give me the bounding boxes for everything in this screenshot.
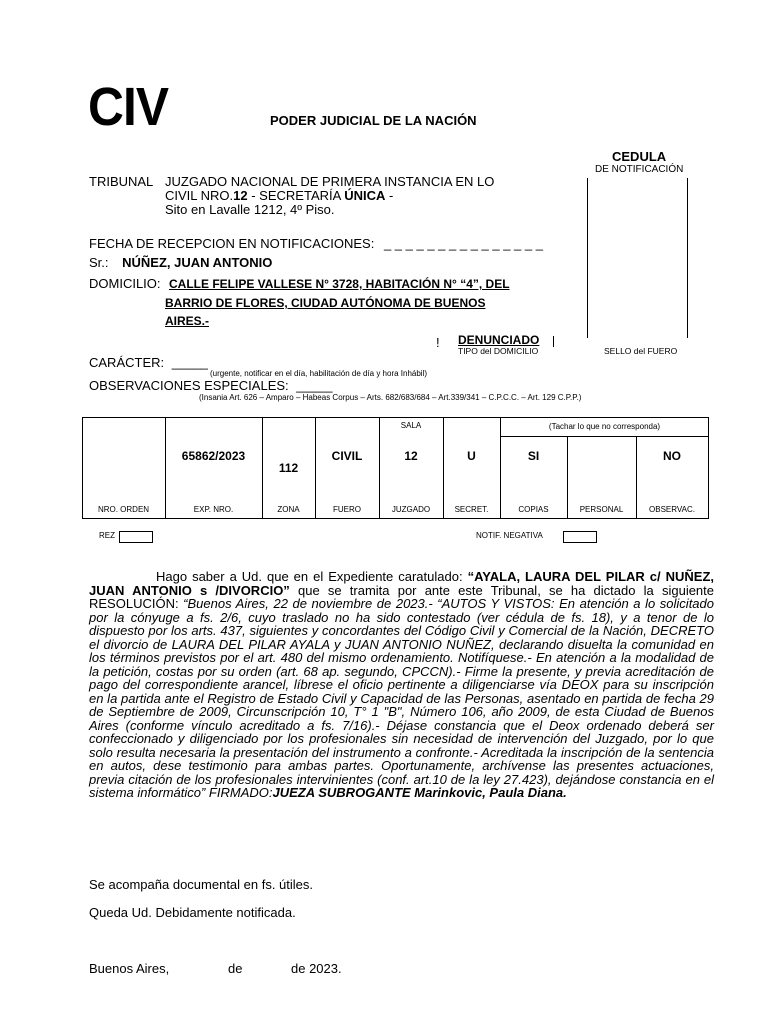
grid-header-nro-orden: NRO. ORDEN [97, 505, 150, 514]
grid-col-5 [443, 417, 444, 519]
fecha-recepcion-label: FECHA DE RECEPCION EN NOTIFICACIONES: [89, 236, 375, 251]
body-de2: de 2023. [291, 961, 342, 976]
institution-title: PODER JUDICIAL DE LA NACIÓN [270, 113, 477, 128]
caracter-note: (urgente, notificar en el día, habilitación de día y hora Inhábil) [210, 369, 428, 378]
grid-secret: U [467, 449, 476, 463]
tribunal-block [165, 175, 494, 217]
tipo-domicilio-mark: ! [436, 335, 440, 350]
grid-fuero: CIVIL [331, 449, 363, 463]
grid-exp-nro: 65862/2023 [181, 449, 246, 463]
destinatario-label: Sr.: [89, 255, 109, 270]
grid-header-secret: SECRET. [454, 505, 489, 514]
grid-tachar-line [500, 436, 709, 437]
grid-col-0 [82, 417, 83, 519]
grid-header-juzgado: JUZGADO [391, 505, 431, 514]
tribunal-civil-label: CIVIL NRO. [165, 188, 234, 203]
grid-col-9 [708, 417, 709, 519]
fecha-recepcion [89, 237, 543, 251]
destinatario [89, 256, 272, 270]
caracter [89, 356, 208, 370]
grid-tachar-label: (Tachar lo que no corresponda) [548, 422, 661, 431]
grid-header-observac: OBSERVAC. [649, 505, 695, 514]
secretaria-label: - SECRETARÍA [247, 188, 345, 203]
tipo-domicilio-label: TIPO del DOMICILIO [458, 346, 539, 356]
notif-negativa-label: NOTIF. NEGATIVA [476, 531, 543, 540]
sello-frame-left [587, 178, 588, 338]
destinatario-name: NÚÑEZ, JUAN ANTONIO [122, 255, 273, 270]
grid-bottom-line [82, 518, 709, 519]
caracter-blank: _____ [171, 355, 208, 370]
body-caratula: “AYALA, LAURA DEL PILAR c/ NUÑEZ, JUAN ANTONIO s /DIVORCIO” [89, 569, 714, 598]
rez-box[interactable] [119, 531, 153, 543]
grid-col-3 [315, 417, 316, 519]
rez-label: REZ [99, 531, 115, 540]
body-resolucion: “Buenos Aires, 22 de noviembre de 2023.- “AUTOS Y VISTOS: En atención a lo solicitado por la cónyuge a fs. 2/6, cuyo traslado no ha sido contestado (ver cédula de fs. 18), y a tenor de lo dispuesto por los arts. 437, siguientes y concordantes del Código Civil y Comercial de la Nación, DECRETO el divorcio de LAURA DEL PILAR AYALA y JUAN ANTONIO NUÑEZ, declarando disuelta la comunidad en los términos previstos por el art. 480 del mismo ordenamiento. Notifíquese.- En atención a la modalidad de la petición, costas por su orden (art. 68 ap. segundo, CPCCN).- Firme la presente, y previa acreditación de pago del correspondiente arancel, líbrese el oficio pertinente a diligenciarse vía DEOX para su inscripción en la partida ante el Registro de Estado Civil y Capacidad de las Personas, asentado en partida de fecha 29 de Septiembre de 2009, Circunscripción 10, T° 1 "B", Número 106, año 2009, de esta Ciudad de Buenos Aires (conforme vínculo acreditado a fs. 7/16).- Déjase constancia que el Deox ordenado deberá ser confeccionado y diligenciado por los profesionales sin necesidad de intervención del Juzgado, por lo que solo resulta necesaria la presentación del instrumento a confronte.- Acreditada la inscripción de la sentencia en autos, dese testimonio para ambas partes. Oportunamente, archívense las presentes actuaciones, previa citación de los profesionales intervinientes (conf. art.10 de la ley 27.423), dejándose constancia en el sistema informático” FIRMADO: [89, 596, 714, 800]
grid-sala-label: SALA [400, 421, 422, 430]
notif-negativa-box[interactable] [563, 531, 597, 543]
tribunal-dash: - [385, 188, 394, 203]
grid-header-zona: ZONA [277, 505, 300, 514]
caracter-label: CARÁCTER: [89, 355, 165, 370]
observaciones [89, 379, 332, 393]
juzgado-number: 12 [233, 188, 248, 203]
observaciones-label: OBSERVACIONES ESPECIALES: [89, 378, 289, 393]
cedula-subtitle: DE NOTIFICACIÓN [595, 164, 684, 175]
domicilio-line2: BARRIO DE FLORES, CIUDAD AUTÓNOMA DE BUENOS [165, 296, 486, 310]
civ-logo: CIV [88, 77, 169, 137]
tribunal-line2 [165, 189, 494, 203]
observaciones-blank: _____ [296, 378, 333, 393]
body-de1: de [228, 961, 243, 976]
grid-top-line [82, 417, 709, 418]
body-firma: JUEZA SUBROGANTE Marinkovic, Paula Diana. [272, 785, 567, 800]
secretaria-value: ÚNICA [344, 188, 386, 203]
domicilio-line1: CALLE FELIPE VALLESE N° 3728, HABITACIÓN N° “4”, DEL [169, 277, 510, 291]
cedula-title: CEDULA [612, 149, 667, 164]
grid-col-1 [165, 417, 166, 519]
resolution-body [89, 570, 714, 800]
tribunal-line1: JUZGADO NACIONAL DE PRIMERA INSTANCIA EN LO [165, 174, 495, 189]
tribunal-label: TRIBUNAL [89, 174, 154, 189]
grid-header-copias: COPIAS [518, 505, 549, 514]
domicilio-line3: AIRES.- [165, 314, 210, 328]
grid-observac: NO [663, 449, 681, 463]
tipo-domicilio-value: DENUNCIADO [458, 333, 540, 347]
body-notificada: Queda Ud. Debidamente notificada. [89, 905, 296, 920]
grid-zona: 112 [278, 461, 299, 475]
sello-fuero-label: SELLO del FUERO [604, 346, 678, 356]
grid-header-exp-nro: EXP. NRO. [193, 505, 234, 514]
grid-header-personal: PERSONAL [579, 505, 624, 514]
grid-copias: SI [527, 449, 540, 463]
tipo-domicilio-divider [553, 336, 554, 347]
notification-grid [82, 417, 709, 519]
sello-frame-right [687, 178, 688, 338]
body-fecha-lugar: Buenos Aires, [89, 961, 170, 976]
fecha-recepcion-blanks: _ _ _ _ _ _ _ _ _ _ _ _ _ _ _ [383, 236, 543, 251]
body-intro: Hago saber a Ud. que en el Expediente caratulado: [156, 569, 468, 584]
grid-juzgado: 12 [404, 449, 418, 463]
tribunal-address: Sito en Lavalle 1212, 4º Piso. [165, 202, 335, 217]
grid-col-6 [500, 417, 501, 519]
grid-header-fuero: FUERO [333, 505, 361, 514]
observaciones-note: (Insania Art. 626 – Amparo – Habeas Corpus – Arts. 682/683/684 – Art.339/341 – C.P.C.C. – Art. 129 C.P.P.) [199, 393, 582, 402]
body-acompana: Se acompaña documental en fs. útiles. [89, 877, 314, 892]
domicilio-label: DOMICILIO: [89, 276, 161, 291]
grid-col-4 [379, 417, 380, 519]
body-mid: que se tramita por ante este Tribunal, se ha dictado la siguiente RESOLUCIÓN: [89, 582, 715, 611]
